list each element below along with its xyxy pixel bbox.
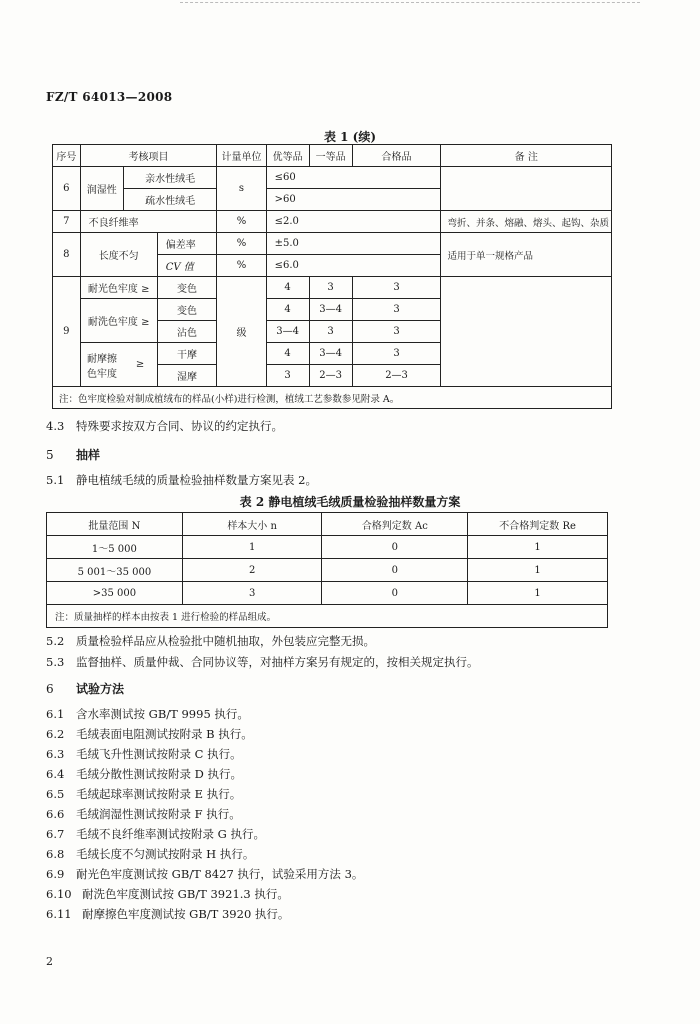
para-num: 6.1 [46,707,65,721]
t2-th-re: 不合格判定数 Re [468,513,608,536]
method-6-3 [46,746,242,762]
para-text: 毛绒润湿性测试按附录 F 执行。 [76,807,241,821]
row9-rub2-qualified: 2—3 [352,365,441,387]
row9-light-sub: 变色 [157,277,217,299]
para-text: 毛绒长度不匀测试按附录 H 执行。 [76,847,255,861]
row8-v1: ±5.0 [266,233,441,255]
para-num: 6.6 [46,807,65,821]
para-text: 毛绒分散性测试按附录 D 执行。 [76,767,243,781]
row9-light-first: 3 [309,277,352,299]
method-6-8 [46,846,254,862]
table1-note-row [53,387,612,409]
table-row [53,167,612,189]
table2-note: 注：质量抽样的样本由按表 1 进行检验的样品组成。 [47,605,608,628]
row6-v1: ≤60 [266,167,441,189]
row9-wash2-excellent: 3—4 [266,321,309,343]
row7-item: 不良纤维率 [80,211,217,233]
method-6-11 [46,906,289,922]
method-6-6 [46,806,241,822]
t2-cell: >35 000 [47,582,183,605]
para-num: 6.3 [46,747,65,761]
t2-cell: 5 001～35 000 [47,559,183,582]
t2-cell: 3 [182,582,322,605]
row9-rub1-qualified: 3 [352,343,441,365]
row8-remark: 适用于单一规格产品 [441,233,612,277]
para-text: 毛绒飞升性测试按附录 C 执行。 [76,747,242,761]
method-6-7 [46,826,265,842]
row9-rub2-first: 2—3 [309,365,352,387]
para-text: 耐洗色牢度测试按 GB/T 3921.3 执行。 [82,887,289,901]
method-6-9 [46,866,363,882]
method-6-2 [46,726,253,742]
para-text: 毛绒表面电阻测试按附录 B 执行。 [76,727,253,741]
para-4-3 [46,418,283,434]
section-title: 抽样 [76,448,101,462]
para-text: 耐摩擦色牢度测试按 GB/T 3920 执行。 [82,907,290,921]
th-seq: 序号 [53,145,81,167]
row9-rub1-excellent: 4 [266,343,309,365]
scan-artifact-line [180,2,640,4]
para-num: 6.9 [46,867,65,881]
row8-unit1: % [217,233,266,255]
row9-rub-ge: ≥ [123,343,157,387]
para-num: 6.10 [46,887,72,901]
para-5-2 [46,633,375,649]
row6-seq: 6 [53,167,81,211]
row9-rub2-excellent: 3 [266,365,309,387]
table1-caption: 表 1 (续) [323,130,377,144]
th-item: 考核项目 [80,145,217,167]
row6-sub1: 亲水性绒毛 [123,167,217,189]
row9-unit: 级 [217,277,266,387]
row9-rub1-first: 3—4 [309,343,352,365]
para-text: 监督抽样、质量仲裁、合同协议等，对抽样方案另有规定的，按相关规定执行。 [76,655,479,669]
row9-wash2-qualified: 3 [352,321,441,343]
row9-seq: 9 [53,277,81,387]
row8-seq: 8 [53,233,81,277]
row9-wash-sub1: 变色 [157,299,217,321]
method-6-10 [46,886,289,902]
th-unit: 计量单位 [217,145,266,167]
row9-rub-label2: 色牢度 [87,368,118,380]
row9-light-qualified: 3 [352,277,441,299]
para-text: 耐光色牢度测试按 GB/T 8427 执行，试验采用方法 3。 [76,867,364,881]
table2-header-row [47,513,608,536]
table-row [53,211,612,233]
row6-sub2: 疏水性绒毛 [123,189,217,211]
para-num: 6.7 [46,827,65,841]
row8-v2: ≤6.0 [266,255,441,277]
para-text: 静电植绒毛绒的质量检验抽样数量方案见表 2。 [76,473,317,487]
table1-header-row [53,145,612,167]
row6-v2: >60 [266,189,441,211]
para-text: 特殊要求按双方合同、协议的约定执行。 [76,419,283,433]
row7-unit: % [217,211,266,233]
para-num: 6.8 [46,847,65,861]
para-text: 含水率测试按 GB/T 9995 执行。 [76,707,249,721]
t2-cell: 1 [468,536,608,559]
method-6-4 [46,766,242,782]
table1 [52,144,612,409]
table-row [47,559,608,582]
th-qualified: 合格品 [352,145,441,167]
table-row [47,536,608,559]
row9-remark [441,277,612,387]
t2-cell: 1 [468,582,608,605]
row9-rub-sub1: 干摩 [157,343,217,365]
th-first: 一等品 [309,145,352,167]
table2-note-row [47,605,608,628]
t2-cell: 0 [322,559,468,582]
row9-rub-sub2: 湿摩 [157,365,217,387]
table-row [47,582,608,605]
row9-light-label: 耐光色牢度 ≥ [80,277,157,299]
para-num: 5.1 [46,473,65,487]
para-num: 4.3 [46,419,65,433]
t2-th-sample: 样本大小 n [182,513,322,536]
standard-code: FZ/T 64013—2008 [46,90,173,104]
t2-cell: 1 [468,559,608,582]
row7-value: ≤2.0 [266,211,441,233]
row9-wash2-first: 3 [309,321,352,343]
row8-group: 长度不匀 [80,233,157,277]
t2-cell: 1～5 000 [47,536,183,559]
t2-cell: 1 [182,536,322,559]
para-text: 毛绒不良纤维率测试按附录 G 执行。 [76,827,265,841]
para-5-1 [46,472,317,488]
t2-cell: 0 [322,582,468,605]
th-excellent: 优等品 [266,145,309,167]
row8-sub2: CV 值 [157,255,217,277]
row9-light-excellent: 4 [266,277,309,299]
t2-th-ac: 合格判定数 Ac [322,513,468,536]
section-num: 5 [46,448,54,462]
row9-wash1-excellent: 4 [266,299,309,321]
para-num: 6.5 [46,787,65,801]
row9-wash1-qualified: 3 [352,299,441,321]
row6-unit: s [217,167,266,211]
table1-note: 注：色牢度检验对制成植绒布的样品(小样)进行检测，植绒工艺参数参见附录 A。 [53,387,612,409]
row9-rub-label [80,343,123,387]
section-6-heading [46,680,124,697]
section-title: 试验方法 [76,682,125,696]
method-6-1 [46,706,249,722]
row9-wash1-first: 3—4 [309,299,352,321]
table-row [53,233,612,255]
th-remarks: 备 注 [441,145,612,167]
row8-unit2: % [217,255,266,277]
para-num: 6.11 [46,907,72,921]
page-number: 2 [46,955,53,968]
para-num: 6.4 [46,767,65,781]
para-num: 5.3 [46,655,65,669]
para-num: 6.2 [46,727,65,741]
para-text: 质量检验样品应从检验批中随机抽取，外包装应完整无损。 [76,634,375,648]
row6-remark [441,167,612,211]
t2-cell: 2 [182,559,322,582]
section-5-heading [46,446,100,463]
para-num: 5.2 [46,634,65,648]
section-num: 6 [46,682,54,696]
t2-th-batch: 批量范围 N [47,513,183,536]
row9-rub-label1: 耐摩擦 [87,353,118,365]
row8-sub1: 偏差率 [157,233,217,255]
table-row [53,277,612,299]
row7-seq: 7 [53,211,81,233]
table2 [46,512,608,628]
t2-cell: 0 [322,536,468,559]
row6-group: 润湿性 [80,167,123,211]
row9-wash-sub2: 沾色 [157,321,217,343]
method-6-5 [46,786,241,802]
row9-wash-label: 耐洗色牢度 ≥ [80,299,157,343]
para-5-3 [46,654,479,670]
table2-caption: 表 2 静电植绒毛绒质量检验抽样数量方案 [239,495,461,509]
para-text: 毛绒起球率测试按附录 E 执行。 [76,787,242,801]
row7-remark: 弯折、并条、熔融、熔头、起钩、杂质 [441,211,612,233]
